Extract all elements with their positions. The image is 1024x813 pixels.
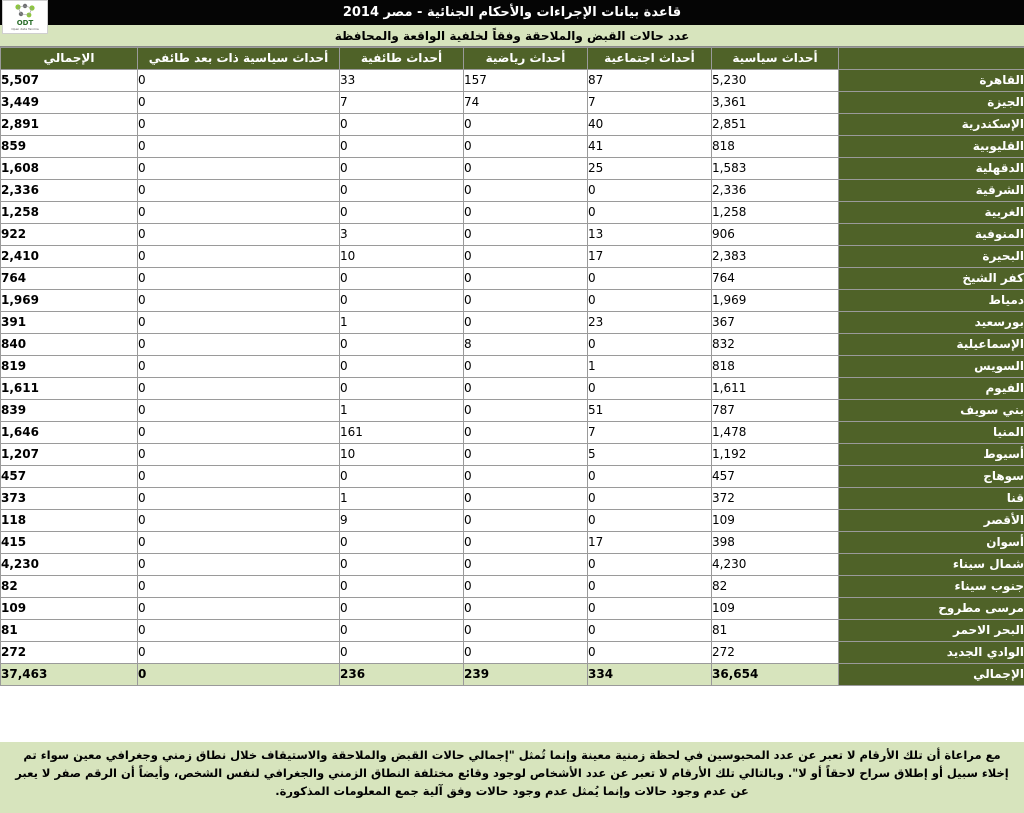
cell-sectarian: 161 (340, 422, 464, 444)
cell-political-sectarian: 0 (138, 444, 340, 466)
cell-political-sectarian: 0 (138, 488, 340, 510)
cell-sectarian: 7 (340, 92, 464, 114)
cell-total: 859 (1, 136, 138, 158)
cell-social: 87 (588, 70, 712, 92)
cell-governorate: البحيرة (839, 246, 1024, 268)
cell-political: 3,361 (712, 92, 839, 114)
cell-governorate: السويس (839, 356, 1024, 378)
table-row (1, 334, 1024, 356)
header-political-sectarian: أحداث سياسية ذات بعد طائفي (138, 48, 340, 70)
cell-political-sectarian: 0 (138, 400, 340, 422)
cell-political-sectarian: 0 (138, 180, 340, 202)
cell-social: 0 (588, 202, 712, 224)
subtitle-bar (0, 25, 1024, 47)
table-row (1, 92, 1024, 114)
table-row (1, 136, 1024, 158)
cell-sectarian: 10 (340, 246, 464, 268)
header-political: أحداث سياسية (712, 48, 839, 70)
cell-political-sectarian: 0 (138, 422, 340, 444)
cell-social: 0 (588, 620, 712, 642)
table-row (1, 224, 1024, 246)
cell-governorate: مرسى مطروح (839, 598, 1024, 620)
cell-political-sectarian: 0 (138, 554, 340, 576)
cell-sports: 0 (464, 180, 588, 202)
cell-governorate: دمياط (839, 290, 1024, 312)
cell-sports: 0 (464, 620, 588, 642)
cell-sectarian: 0 (340, 334, 464, 356)
cell-sports: 0 (464, 224, 588, 246)
cell-political-sectarian: 0 (138, 620, 340, 642)
cell-political-sectarian: 0 (138, 136, 340, 158)
cell-sports: 0 (464, 598, 588, 620)
cell-governorate: بني سويف (839, 400, 1024, 422)
cell-governorate: البحر الاحمر (839, 620, 1024, 642)
cell-sports: 0 (464, 136, 588, 158)
cell-political-sectarian: 0 (138, 642, 340, 664)
cell-sectarian: 1 (340, 312, 464, 334)
table-row (1, 268, 1024, 290)
table-row (1, 70, 1024, 92)
cell-social: 0 (588, 466, 712, 488)
logo-subtext: Open data Tanmia (11, 27, 39, 31)
cell-total: 457 (1, 466, 138, 488)
cell-political: 398 (712, 532, 839, 554)
cell-governorate: الغربية (839, 202, 1024, 224)
cell-total: 764 (1, 268, 138, 290)
cell-political: 36,654 (712, 664, 839, 686)
header-total: الإجمالي (1, 48, 138, 70)
logo-text: ODT (16, 19, 34, 27)
odt-logo (2, 0, 48, 34)
cell-political-sectarian: 0 (138, 664, 340, 686)
cell-political-sectarian: 0 (138, 312, 340, 334)
cell-sports: 0 (464, 202, 588, 224)
table-row (1, 466, 1024, 488)
cell-sectarian: 0 (340, 290, 464, 312)
table-row (1, 488, 1024, 510)
cell-total: 5,507 (1, 70, 138, 92)
cell-political: 1,258 (712, 202, 839, 224)
cell-sports: 0 (464, 642, 588, 664)
cell-sports: 0 (464, 488, 588, 510)
footnote: مع مراعاة أن تلك الأرقام لا تعبر عن عدد المحبوسين في لحظة زمنية معينة وإنما تُمثل "إجمالي حالات القبض والملاحقة والاستيقاف خلال نطاق زمني وجغرافي معين سواء تم إخلاء سبيل أو إطلاق سراح لاحقاً أو لا". وبالتالي تلك الأرقام لا تعبر عن عدد الأشخاص لوجود وقائع مختلفة النطاق الزمني والجغرافي لنفس الشخص، وأيضاً أن الرقم صفر لا يعبر عن عدم وجود حالات وإنما يُمثل عدم وجود حالات وفق آلية جمع المعلومات المذكورة. (0, 742, 1024, 813)
cell-governorate: شمال سيناء (839, 554, 1024, 576)
cell-governorate: الإجمالي (839, 664, 1024, 686)
cell-sports: 0 (464, 510, 588, 532)
cell-political: 764 (712, 268, 839, 290)
cell-governorate: الإسماعيلية (839, 334, 1024, 356)
cell-sectarian: 0 (340, 114, 464, 136)
cell-total: 2,410 (1, 246, 138, 268)
cell-sectarian: 0 (340, 532, 464, 554)
table-row (1, 532, 1024, 554)
cell-total: 2,336 (1, 180, 138, 202)
cell-social: 0 (588, 488, 712, 510)
cell-total: 2,891 (1, 114, 138, 136)
page-title: قاعدة بيانات الإجراءات والأحكام الجنائية - مصر 2014 (342, 5, 682, 20)
cell-political-sectarian: 0 (138, 70, 340, 92)
cell-total: 840 (1, 334, 138, 356)
cell-social: 17 (588, 246, 712, 268)
cell-political: 4,230 (712, 554, 839, 576)
cell-sectarian: 10 (340, 444, 464, 466)
cell-sports: 0 (464, 312, 588, 334)
cell-governorate: قنا (839, 488, 1024, 510)
cell-total: 1,207 (1, 444, 138, 466)
cell-total: 1,608 (1, 158, 138, 180)
cell-total: 373 (1, 488, 138, 510)
cell-political-sectarian: 0 (138, 576, 340, 598)
cell-social: 0 (588, 642, 712, 664)
table-row (1, 356, 1024, 378)
cell-sports: 0 (464, 444, 588, 466)
cell-political-sectarian: 0 (138, 334, 340, 356)
cell-governorate: الفيوم (839, 378, 1024, 400)
cell-political-sectarian: 0 (138, 202, 340, 224)
cell-political: 2,383 (712, 246, 839, 268)
header-governorate (839, 48, 1024, 70)
cell-sports: 0 (464, 290, 588, 312)
table-row (1, 180, 1024, 202)
cell-political: 818 (712, 136, 839, 158)
table-row (1, 202, 1024, 224)
cell-sectarian: 3 (340, 224, 464, 246)
table-row (1, 312, 1024, 334)
cell-total: 272 (1, 642, 138, 664)
table-row (1, 114, 1024, 136)
cell-sports: 0 (464, 422, 588, 444)
cell-governorate: الشرقية (839, 180, 1024, 202)
cell-social: 0 (588, 378, 712, 400)
cell-total: 1,611 (1, 378, 138, 400)
cell-political-sectarian: 0 (138, 268, 340, 290)
cell-governorate: المنوفية (839, 224, 1024, 246)
cell-governorate: أسيوط (839, 444, 1024, 466)
table-row (1, 598, 1024, 620)
cell-political: 1,969 (712, 290, 839, 312)
cell-governorate: سوهاج (839, 466, 1024, 488)
cell-total: 391 (1, 312, 138, 334)
cell-sectarian: 1 (340, 488, 464, 510)
total-row (1, 664, 1024, 686)
table-row (1, 444, 1024, 466)
cell-sports: 0 (464, 114, 588, 136)
cell-governorate: القاهرة (839, 70, 1024, 92)
cell-political: 5,230 (712, 70, 839, 92)
cell-governorate: الأقصر (839, 510, 1024, 532)
header-row (1, 48, 1024, 70)
table-row (1, 422, 1024, 444)
cell-social: 0 (588, 334, 712, 356)
title-bar (0, 0, 1024, 25)
cell-sports: 0 (464, 378, 588, 400)
cell-sectarian: 33 (340, 70, 464, 92)
cell-sectarian: 0 (340, 576, 464, 598)
table-row (1, 246, 1024, 268)
table-row (1, 158, 1024, 180)
cell-political: 1,611 (712, 378, 839, 400)
cell-sports: 0 (464, 554, 588, 576)
cell-political: 81 (712, 620, 839, 642)
cell-sports: 0 (464, 356, 588, 378)
table-row (1, 400, 1024, 422)
cell-political-sectarian: 0 (138, 246, 340, 268)
cell-political: 372 (712, 488, 839, 510)
logo-dots-icon (14, 3, 36, 19)
cell-sectarian: 0 (340, 202, 464, 224)
cell-political-sectarian: 0 (138, 466, 340, 488)
cell-political: 818 (712, 356, 839, 378)
cell-political: 1,583 (712, 158, 839, 180)
cell-sports: 0 (464, 246, 588, 268)
cell-political-sectarian: 0 (138, 510, 340, 532)
header-sectarian: أحداث طائفية (340, 48, 464, 70)
cell-total: 819 (1, 356, 138, 378)
cell-sectarian: 236 (340, 664, 464, 686)
cell-social: 17 (588, 532, 712, 554)
table-row (1, 642, 1024, 664)
cell-governorate: أسوان (839, 532, 1024, 554)
cell-social: 5 (588, 444, 712, 466)
cell-political: 272 (712, 642, 839, 664)
cell-sectarian: 9 (340, 510, 464, 532)
cell-total: 109 (1, 598, 138, 620)
cell-sectarian: 0 (340, 180, 464, 202)
cell-sectarian: 0 (340, 620, 464, 642)
cell-political: 832 (712, 334, 839, 356)
cell-sectarian: 0 (340, 378, 464, 400)
cell-sports: 0 (464, 576, 588, 598)
cell-total: 37,463 (1, 664, 138, 686)
cell-political: 109 (712, 510, 839, 532)
table-row (1, 620, 1024, 642)
cell-political: 109 (712, 598, 839, 620)
cell-sports: 8 (464, 334, 588, 356)
data-table (0, 47, 1024, 686)
cell-political: 367 (712, 312, 839, 334)
cell-political: 2,851 (712, 114, 839, 136)
cell-social: 0 (588, 268, 712, 290)
cell-sports: 0 (464, 532, 588, 554)
cell-social: 23 (588, 312, 712, 334)
cell-total: 3,449 (1, 92, 138, 114)
cell-political-sectarian: 0 (138, 290, 340, 312)
cell-political-sectarian: 0 (138, 532, 340, 554)
cell-social: 0 (588, 290, 712, 312)
header-sports: أحداث رياضية (464, 48, 588, 70)
cell-political: 1,478 (712, 422, 839, 444)
cell-governorate: القليوبية (839, 136, 1024, 158)
cell-political-sectarian: 0 (138, 114, 340, 136)
cell-total: 839 (1, 400, 138, 422)
cell-sectarian: 0 (340, 356, 464, 378)
table-row (1, 576, 1024, 598)
cell-governorate: جنوب سيناء (839, 576, 1024, 598)
header-social: أحداث اجتماعية (588, 48, 712, 70)
cell-sectarian: 0 (340, 598, 464, 620)
cell-social: 1 (588, 356, 712, 378)
cell-political: 787 (712, 400, 839, 422)
cell-total: 922 (1, 224, 138, 246)
cell-sectarian: 0 (340, 268, 464, 290)
cell-governorate: المنيا (839, 422, 1024, 444)
cell-total: 1,646 (1, 422, 138, 444)
cell-political-sectarian: 0 (138, 92, 340, 114)
cell-total: 1,969 (1, 290, 138, 312)
cell-political-sectarian: 0 (138, 598, 340, 620)
table-row (1, 378, 1024, 400)
cell-social: 13 (588, 224, 712, 246)
table-row (1, 510, 1024, 532)
cell-total: 82 (1, 576, 138, 598)
cell-governorate: الجيزة (839, 92, 1024, 114)
cell-total: 118 (1, 510, 138, 532)
cell-sports: 0 (464, 466, 588, 488)
cell-sports: 0 (464, 158, 588, 180)
table-subtitle: عدد حالات القبض والملاحقة وفقاً لخلفية الواقعة والمحافظة (334, 28, 690, 43)
cell-political-sectarian: 0 (138, 224, 340, 246)
cell-sports: 239 (464, 664, 588, 686)
cell-governorate: الوادي الجديد (839, 642, 1024, 664)
cell-social: 25 (588, 158, 712, 180)
cell-sports: 157 (464, 70, 588, 92)
cell-social: 7 (588, 92, 712, 114)
cell-political: 1,192 (712, 444, 839, 466)
cell-governorate: الدقهلية (839, 158, 1024, 180)
table-row (1, 290, 1024, 312)
cell-sectarian: 0 (340, 642, 464, 664)
cell-total: 415 (1, 532, 138, 554)
cell-social: 41 (588, 136, 712, 158)
cell-political-sectarian: 0 (138, 378, 340, 400)
cell-political: 457 (712, 466, 839, 488)
cell-sectarian: 0 (340, 554, 464, 576)
cell-social: 7 (588, 422, 712, 444)
cell-sports: 74 (464, 92, 588, 114)
cell-social: 0 (588, 180, 712, 202)
cell-political-sectarian: 0 (138, 356, 340, 378)
cell-social: 0 (588, 598, 712, 620)
cell-social: 0 (588, 510, 712, 532)
cell-sectarian: 0 (340, 158, 464, 180)
cell-political: 906 (712, 224, 839, 246)
cell-political: 2,336 (712, 180, 839, 202)
cell-social: 51 (588, 400, 712, 422)
cell-social: 334 (588, 664, 712, 686)
cell-social: 40 (588, 114, 712, 136)
table-row (1, 554, 1024, 576)
cell-governorate: بورسعيد (839, 312, 1024, 334)
cell-governorate: كفر الشيخ (839, 268, 1024, 290)
cell-governorate: الإسكندرية (839, 114, 1024, 136)
cell-sectarian: 0 (340, 136, 464, 158)
cell-total: 1,258 (1, 202, 138, 224)
cell-political: 82 (712, 576, 839, 598)
cell-social: 0 (588, 576, 712, 598)
cell-sectarian: 0 (340, 466, 464, 488)
cell-social: 0 (588, 554, 712, 576)
cell-total: 4,230 (1, 554, 138, 576)
cell-sectarian: 1 (340, 400, 464, 422)
cell-sports: 0 (464, 268, 588, 290)
cell-total: 81 (1, 620, 138, 642)
cell-political-sectarian: 0 (138, 158, 340, 180)
cell-sports: 0 (464, 400, 588, 422)
